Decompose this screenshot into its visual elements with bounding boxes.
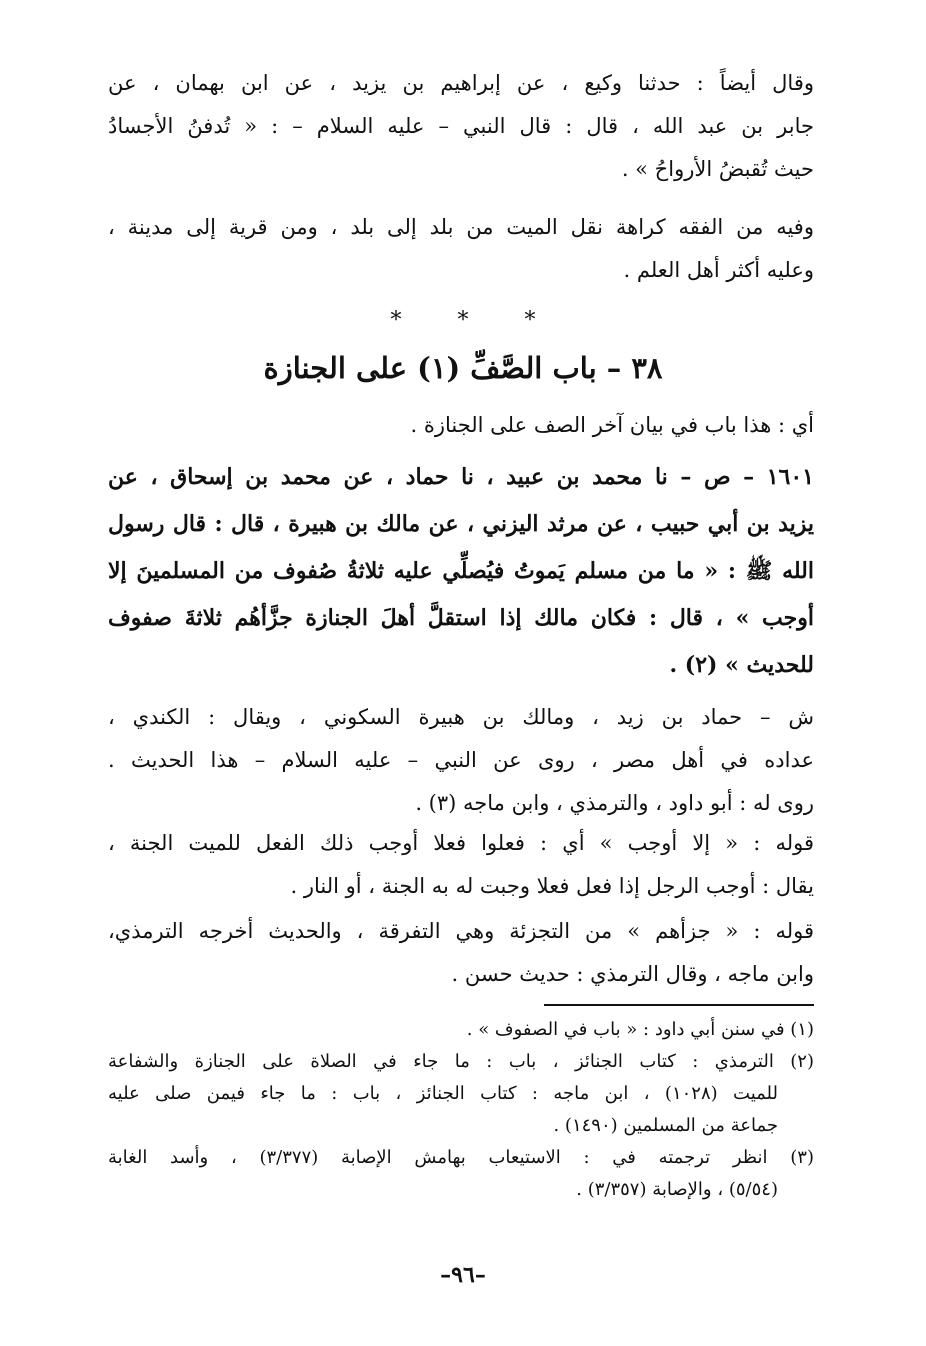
paragraph-hadith-burial <box>108 62 814 191</box>
footnote-2: (٢) الترمذي : كتاب الجنائز ، باب : ما جاء في الصلاة على الجنازة والشفاعة <box>108 1051 814 1072</box>
footnote-2-cont: للميت (١٠٢٨) ، ابن ماجه : كتاب الجنائز ، باب : ما جاء فيمن صلى عليه <box>108 1083 779 1104</box>
footnote-3-cont: (٥/٥٤) ، والإصابة (٣/٣٥٧) . <box>576 1179 778 1200</box>
asterisk-icon: * <box>524 308 536 333</box>
text-line: وعليه أكثر أهل العلم . <box>623 258 814 282</box>
paragraph-fiqh-note <box>108 206 814 292</box>
footnotes <box>108 1014 814 1206</box>
commentary-narrators <box>108 696 814 825</box>
chapter-intro <box>108 404 814 447</box>
text-line: للحديث » (٢) . <box>669 652 814 678</box>
text-line: وفيه من الفقه كراهة نقل الميت من بلد إلى بلد ، ومن قرية إلى مدينة ، <box>108 215 814 239</box>
chapter-heading: ٣٨ – باب الصَّفِّ (١) على الجنازة <box>263 351 663 385</box>
footnote-1: (١) في سنن أبي داود : « باب في الصفوف » . <box>466 1019 814 1040</box>
text-line: روى له : أبو داود ، والترمذي ، وابن ماجه (٣) . <box>415 791 814 815</box>
text-line: أي : هذا باب في بيان آخر الصف على الجنازة . <box>410 413 814 437</box>
text-line: يزيد بن أبي حبيب ، عن مرثد اليزني ، عن مالك بن هبيرة ، قال : قال رسول <box>108 511 814 537</box>
text-line: ش – حماد بن زيد ، ومالك بن هبيرة السكوني ، ويقال : الكندي ، <box>108 705 814 729</box>
text-line: حيث تُقبضُ الأرواحُ » . <box>621 157 814 181</box>
footnote-3: (٣) انظر ترجمته في : الاستيعاب بهامش الإصابة (٣/٣٧٧) ، وأسد الغابة <box>108 1147 814 1168</box>
text-line: جابر بن عبد الله ، قال : قال النبي – عليه السلام – : « تُدفنُ الأجسادُ <box>108 114 814 138</box>
text-line: وابن ماجه ، وقال الترمذي : حديث حسن . <box>451 962 814 986</box>
text-line: ١٦٠١ – ص – نا محمد بن عبيد ، نا حماد ، عن محمد بن إسحاق ، عن <box>108 464 814 490</box>
asterisk-icon: * <box>390 308 402 333</box>
text-line: قوله : « إلا أوجب » أي : فعلوا فعلا أوجب ذلك الفعل للميت الجنة ، <box>108 831 814 855</box>
text-line: قوله : « جزأهم » من التجزئة وهي التفرقة ، والحديث أخرجه الترمذي، <box>108 919 814 943</box>
text-line: أوجب » ، قال : فكان مالك إذا استقلَّ أهلَ الجنازة جزَّأهُم ثلاثةَ صفوف <box>108 605 814 631</box>
commentary-awjaba <box>108 822 814 908</box>
text-line: يقال : أوجب الرجل إذا فعل فعلا وجبت له به الجنة ، أو النار . <box>290 874 814 898</box>
text-line: وقال أيضاً : حدثنا وكيع ، عن إبراهيم بن يزيد ، عن ابن بهمان ، عن <box>108 71 814 95</box>
asterisk-icon: * <box>457 308 469 333</box>
text-line: الله ﷺ : « ما من مسلم يَموتُ فيُصلِّي عليه ثلاثةُ صُفوف من المسلمينَ إلا <box>108 558 814 584</box>
text-line: عداده في أهل مصر ، روى عن النبي – عليه السلام – هذا الحديث . <box>108 748 814 772</box>
hadith-text <box>108 454 814 689</box>
section-separator <box>0 308 926 333</box>
footnote-divider <box>544 1004 814 1006</box>
commentary-jazzaahum <box>108 910 814 996</box>
footnote-2-cont: جماعة من المسلمين (١٤٩٠) . <box>553 1115 778 1136</box>
page-number: –٩٦– <box>440 1262 486 1288</box>
